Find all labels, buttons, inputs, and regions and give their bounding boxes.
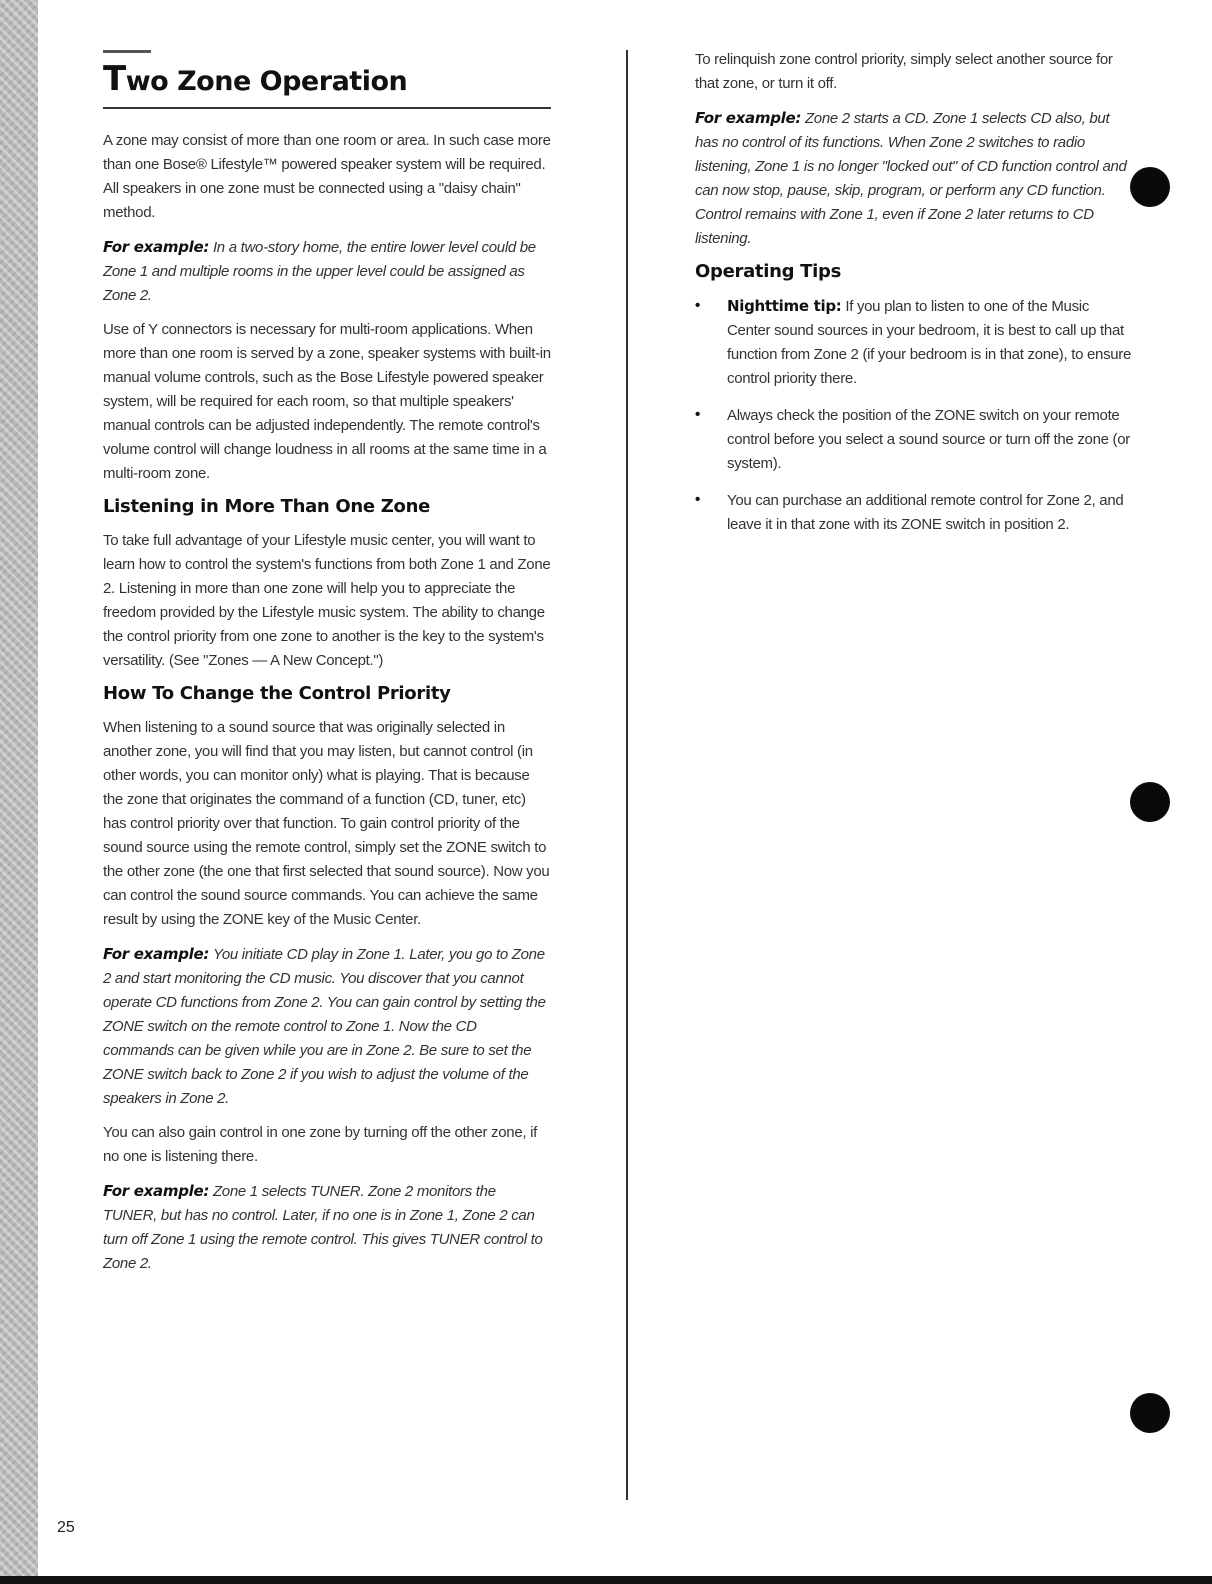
page-title: [103, 59, 551, 109]
tip-label: Nighttime tip:: [727, 297, 842, 315]
example-text: Zone 2 starts a CD. Zone 1 selects CD also, but has no control of its functions. When Zone 2 switches to radio listening, Zone 1 is no longer "locked out" of CD function control and can now stop, pause, skip, program, or perform any CD function. Control remains with Zone 1, even if Zone 2 later returns to CD listening.: [695, 110, 1127, 247]
example-paragraph: [695, 106, 1135, 251]
punch-hole: [1130, 167, 1170, 207]
bullet: •: [695, 297, 700, 314]
tip-text: Always check the position of the ZONE switch on your remote control before you select a sound source or turn off the zone (or system).: [727, 407, 1130, 472]
bullet: •: [695, 406, 700, 423]
paragraph: Use of Y connectors is necessary for multi-room applications. When more than one room is served by a zone, speaker systems with built-in manual volume controls, such as the Bose Lifestyle powered speaker system, will be required for each room, so that multiple speakers' manual controls can be adjusted independently. The remote control's volume control will change loudness in all rooms at the same time in a multi-room zone.: [103, 321, 551, 482]
paragraph: To take full advantage of your Lifestyle music center, you will want to learn how to control the system's functions from both Zone 1 and Zone 2. Listening in more than one zone will help you to appreciate the freedom provided by the Lifestyle music system. The ability to change the control priority from one zone to another is the key to the system's versatility. (See "Zones — A New Concept."): [103, 532, 551, 669]
page-title-text: wo Zone Operation: [125, 66, 408, 97]
example-text: You initiate CD play in Zone 1. Later, you go to Zone 2 and start monitoring the CD music. You discover that you cannot operate CD functions from Zone 2. You can gain control by setting the ZONE switch on the remote control to Zone 1. Now the CD commands can be given while you are in Zone 2. Be sure to set the ZONE switch back to Zone 2 if you wish to adjust the volume of the speakers in Zone 2.: [103, 946, 546, 1107]
paragraph: A zone may consist of more than one room or area. In such case more than one Bose® Lifestyle™ powered speaker system will be required. All speakers in one zone must be connected using a "daisy chain" method.: [103, 132, 551, 221]
section-heading-change-priority: How To Change the Control Priority: [103, 683, 451, 704]
tips-list: [695, 294, 1135, 537]
paragraph: You can also gain control in one zone by turning off the other zone, if no one is listening there.: [103, 1124, 538, 1165]
example-paragraph: [103, 942, 551, 1111]
example-paragraph: [103, 235, 551, 308]
punch-hole: [1130, 1393, 1170, 1433]
example-text: Zone 1 selects TUNER. Zone 2 monitors the TUNER, but has no control. Later, if no one is in Zone 1, Zone 2 can turn off Zone 1 using the remote control. This gives TUNER control to Zone 2.: [103, 1183, 543, 1272]
page-title-initial: T: [103, 59, 126, 99]
tip-text: You can purchase an additional remote control for Zone 2, and leave it in that zone with its ZONE switch in position 2.: [727, 492, 1124, 533]
example-label: For example:: [103, 1182, 210, 1200]
list-item: [695, 403, 1135, 476]
left-column: [103, 50, 551, 1286]
example-text: In a two-story home, the entire lower level could be Zone 1 and multiple rooms in the upper level could be assigned as Zone 2.: [103, 239, 536, 304]
binding-edge: [0, 0, 38, 1584]
right-column: [695, 48, 1135, 549]
example-label: For example:: [103, 945, 210, 963]
title-rule: [103, 50, 151, 53]
page-bottom-edge: [0, 1576, 1212, 1584]
example-label: For example:: [695, 109, 802, 127]
paragraph: When listening to a sound source that was originally selected in another zone, you will find that you may listen, but cannot control (in other words, you can monitor only) what is playing. That is because the zone that originates the command of a function (CD, tuner, etc) has control priority over that function. To gain control priority of the sound source using the remote control, simply set the ZONE switch to the other zone (the one that first selected that sound source). Now you can control the sound source commands. You can achieve the same result by using the ZONE key of the Music Center.: [103, 719, 550, 928]
example-paragraph: [103, 1179, 551, 1276]
punch-hole: [1130, 782, 1170, 822]
section-heading-operating-tips: Operating Tips: [695, 261, 842, 282]
section-heading-listening: Listening in More Than One Zone: [103, 496, 431, 517]
column-divider: [626, 50, 628, 1500]
paragraph: To relinquish zone control priority, simply select another source for that zone, or turn it off.: [695, 51, 1113, 92]
tip-text: If you plan to listen to one of the Music Center sound sources in your bedroom, it is best to call up that function from Zone 2 (if your bedroom is in that zone), to ensure control priority there.: [727, 298, 1132, 387]
bullet: •: [695, 491, 700, 508]
list-item: [695, 488, 1135, 537]
page-number: 25: [57, 1519, 75, 1536]
list-item: [695, 294, 1135, 391]
example-label: For example:: [103, 238, 210, 256]
